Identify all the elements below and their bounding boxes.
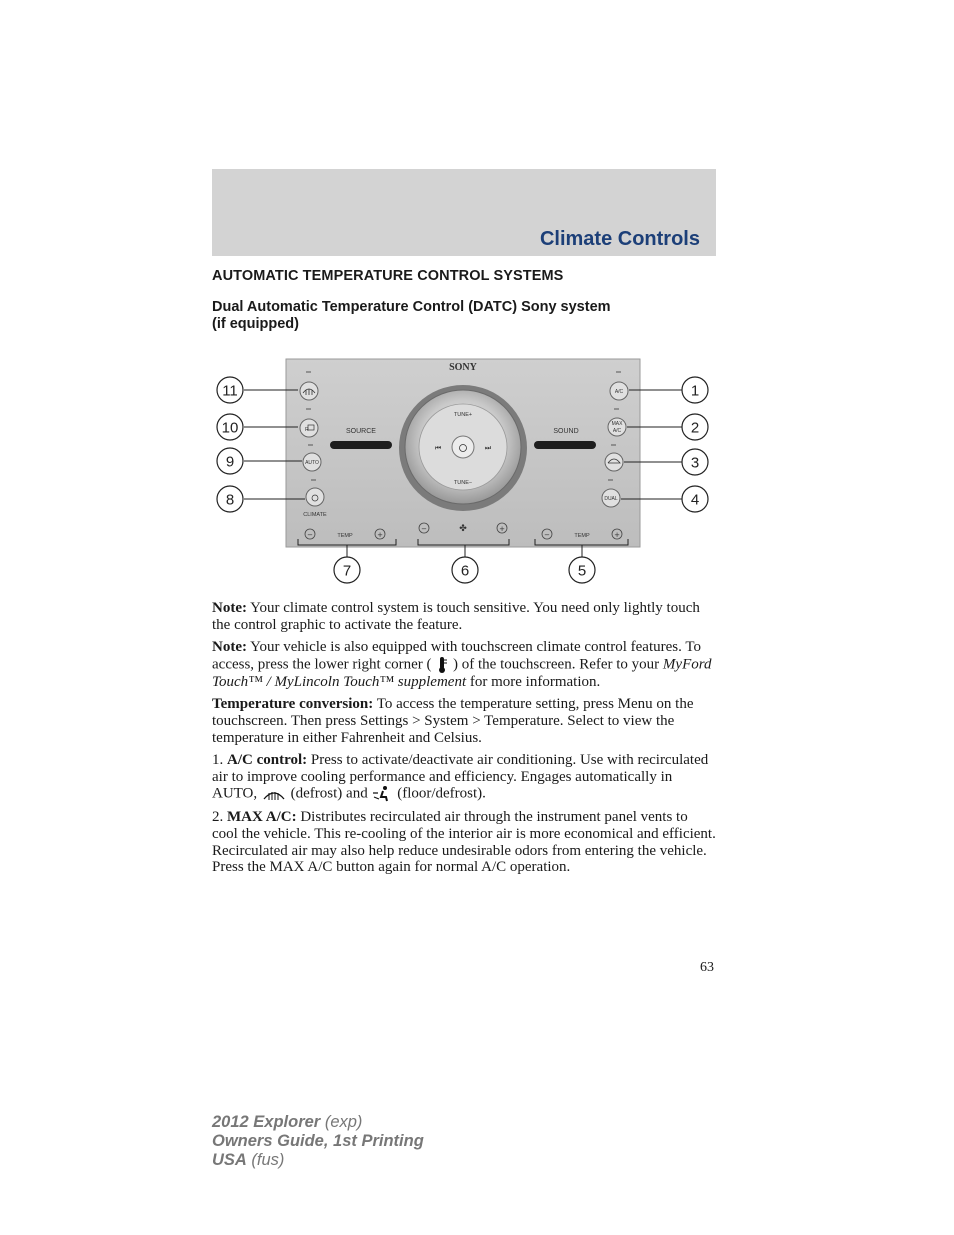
rear-defrost-label: R: [305, 427, 309, 433]
temp-right-label: TEMP: [574, 533, 590, 539]
sound-slider[interactable]: [534, 441, 596, 449]
page-number: 63: [700, 960, 714, 975]
defrost-icon: [261, 786, 287, 802]
footer-line1: [212, 1113, 424, 1132]
dual-button[interactable]: [602, 489, 620, 507]
brand-logo: SONY: [449, 362, 477, 373]
callout-8-label: 8: [225, 491, 235, 509]
auto-button[interactable]: [303, 453, 321, 471]
seek-back-icon: ⏮: [434, 444, 442, 452]
temp-conversion-text: To access the temperature setting, press Menu on the touchscreen. Then press Settings > System > Temperature. Select to view the temperature in either Fahrenheit and Celsius.: [212, 696, 694, 746]
callout-7-label: 7: [342, 562, 352, 580]
climate-label: CLIMATE: [303, 512, 327, 518]
ac-control-label: A/C control:: [227, 752, 308, 769]
tune-down-label: TUNE−: [453, 480, 473, 486]
callout-5-label: 5: [577, 562, 587, 580]
body-text: [212, 600, 717, 882]
callout-6: [452, 557, 478, 583]
ac-text-c: (floor/defrost).: [397, 785, 486, 802]
max-ac-label: MAX A/C:: [227, 809, 297, 826]
footer-model-code: (exp): [320, 1113, 363, 1131]
tune-up-label: TUNE+: [453, 412, 473, 418]
max-ac-button[interactable]: [608, 418, 626, 436]
fan-minus-icon: −: [421, 525, 427, 533]
callout-6-label: 6: [460, 562, 470, 580]
ac-item-number: 1.: [212, 752, 227, 769]
footer: [212, 1113, 424, 1170]
note-touchscreen: [212, 639, 717, 690]
dual-button-label: DUAL: [604, 496, 618, 502]
subsection-title: [212, 299, 672, 333]
callout-10-label: 10: [221, 419, 239, 437]
callout-1-label: 1: [690, 382, 700, 400]
ac-text-b: (defrost) and: [290, 785, 372, 802]
temp-conversion-label: Temperature conversion:: [212, 696, 374, 713]
subsection-title-line1: Dual Automatic Temperature Control (DATC) Sony system: [212, 299, 611, 315]
temp-right-minus-icon: −: [544, 531, 550, 539]
central-knob[interactable]: [399, 385, 527, 511]
callout-3: [682, 449, 708, 475]
fan-plus-icon: +: [499, 525, 505, 533]
temp-left-plus-icon: +: [377, 531, 383, 539]
callout-4-label: 4: [690, 491, 700, 509]
footer-model: 2012 Explorer: [212, 1113, 321, 1131]
note1-text: Your climate control system is touch sensitive. You need only lightly touch the control graphic to activate the feature.: [212, 600, 700, 633]
auto-button-label: AUTO: [305, 460, 319, 466]
note2-text-a: Your vehicle is also equipped with touchscreen climate control features. To access, press the lower right corner (: [212, 639, 701, 673]
note2-italic: MyFord Touch™ / MyLincoln Touch™ supplement: [212, 656, 712, 690]
note-touch-sensitive: [212, 600, 717, 633]
callout-8: [217, 486, 243, 512]
callout-3-label: 3: [690, 454, 700, 472]
ac-control-item: [212, 752, 717, 803]
header-band: [212, 169, 716, 256]
climate-panel-figure: [212, 355, 712, 587]
ac-button-label: A/C: [614, 389, 624, 395]
note2-text-c: for more information.: [466, 673, 601, 690]
callout-4: [682, 486, 708, 512]
callout-10: [217, 414, 243, 440]
ac-button[interactable]: [610, 382, 628, 400]
temperature-conversion: [212, 696, 717, 746]
subsection-title-line2: (if equipped): [212, 316, 299, 332]
note1-label: Note:: [212, 600, 247, 616]
rear-defrost-button[interactable]: [300, 419, 318, 437]
max-ac-item: [212, 809, 717, 875]
note2-text-b: ) of the touchscreen. Refer to your: [453, 656, 663, 673]
callout-9-label: 9: [225, 453, 235, 471]
callout-2: [682, 414, 708, 440]
callout-9: [217, 448, 243, 474]
callout-11-label: 11: [222, 382, 238, 400]
sound-label: SOUND: [553, 428, 579, 435]
temp-left-minus-icon: −: [307, 531, 313, 539]
callout-1: [682, 377, 708, 403]
source-label: SOURCE: [346, 428, 376, 435]
temp-left-label: TEMP: [337, 533, 353, 539]
source-slider[interactable]: [330, 441, 392, 449]
note2-label: Note:: [212, 639, 247, 656]
ac-text-a: Press to activate/deactivate air conditioning. Use with recirculated air to improve cooling performance and efficiency. Engages automatically in AUTO,: [212, 752, 709, 802]
max-item-number: 2.: [212, 809, 227, 826]
footer-line2: Owners Guide, 1st Printing: [212, 1132, 424, 1150]
footer-market-code: (fus): [246, 1151, 285, 1169]
callout-2-label: 2: [690, 419, 700, 437]
recirculation-button[interactable]: [605, 453, 623, 471]
max-ac-label-2: A/C: [612, 428, 622, 434]
page-title: Climate Controls: [539, 228, 700, 250]
footer-line3: [212, 1151, 424, 1170]
callout-11: [217, 377, 243, 403]
max-ac-label-1: MAX: [611, 421, 623, 427]
temperature-thermometer-icon: [435, 656, 449, 674]
climate-power-button[interactable]: [306, 488, 324, 506]
seek-forward-icon: ⏭: [484, 444, 492, 452]
footer-market: USA: [212, 1151, 247, 1169]
fan-icon: ✤: [459, 524, 467, 534]
callout-5: [569, 557, 595, 583]
callout-7: [334, 557, 360, 583]
floor-defrost-icon: [371, 785, 393, 803]
section-title: AUTOMATIC TEMPERATURE CONTROL SYSTEMS: [212, 268, 564, 284]
rear-defrost-max-button[interactable]: [300, 382, 318, 400]
max-ac-text: Distributes recirculated air through the instrument panel vents to cool the vehicle. This re-cooling of the interior air is more economical and efficient. Recirculated air may also help reduce undesirable odors from entering the vehicle. Press the MAX A/C button again for normal A/C operation.: [212, 809, 716, 876]
temp-right-plus-icon: +: [614, 531, 620, 539]
